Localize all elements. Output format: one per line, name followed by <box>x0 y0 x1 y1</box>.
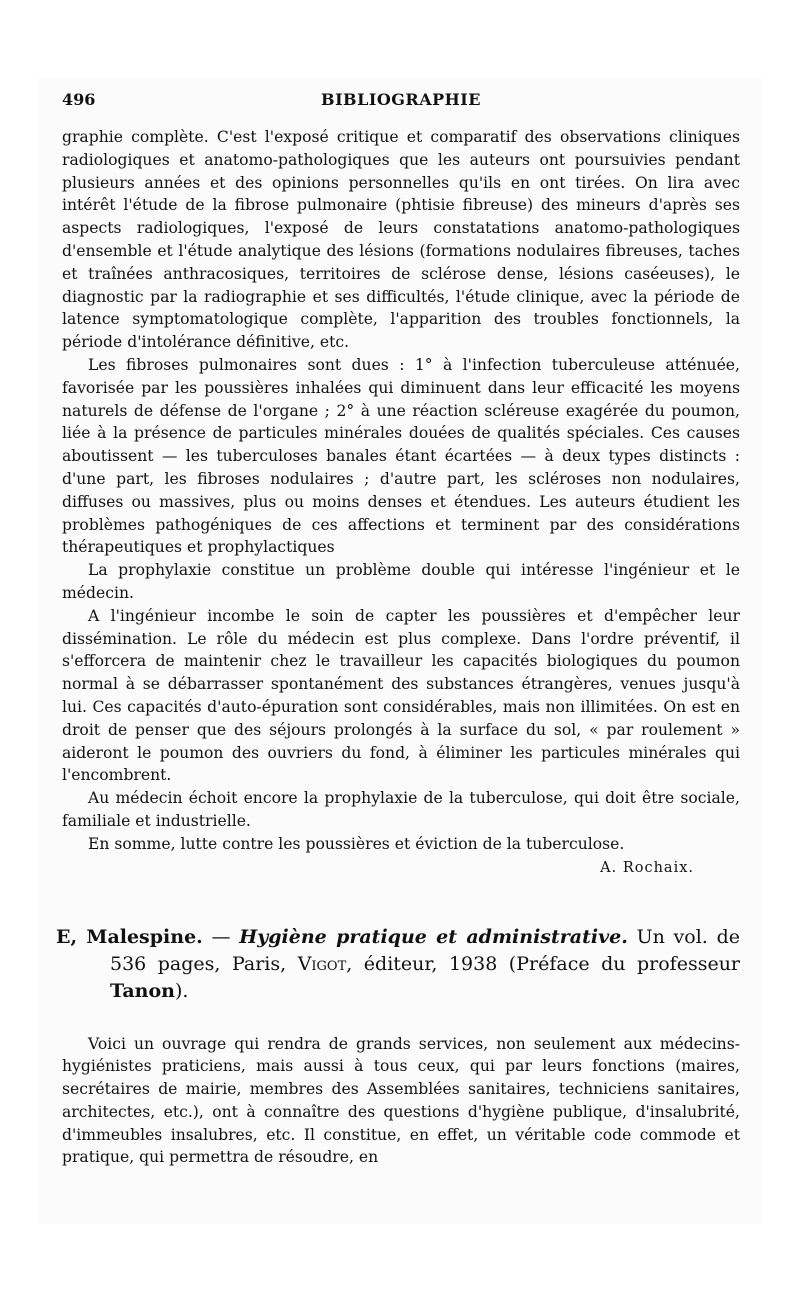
review-continuation <box>62 126 740 856</box>
preface-author: Tanon <box>110 979 175 1002</box>
entry-dash: — <box>202 925 240 948</box>
book-review <box>62 1033 740 1170</box>
review-paragraph-5: Au médecin échoit encore la prophylaxie de la tuberculose, qui doit être sociale, familiale et industrielle. <box>62 789 740 830</box>
review-paragraph-4: A l'ingénieur incombe le soin de capter les poussières et d'empêcher leur dissémination. Le rôle du médecin est plus complexe. Dans l'ordre préventif, il s'efforcera de maintenir chez le travailleur les capacités biologiques du poumon normal à se débarrasser spontanément des substances étrangères, venues jusqu'à lui. Ces capacités d'auto-épuration sont considérables, mais non illimitées. On est en droit de penser que des séjours prolongés à la surface du sol, « par roulement » aideront le poumon des ouvriers du fond, à éliminer les particules minérales qui l'encombrent. <box>62 606 740 785</box>
book-publisher: Vigot <box>297 952 347 975</box>
book-author: E, Malespine. <box>56 925 203 948</box>
reviewer-signature: A. Rochaix. <box>600 859 694 876</box>
review-paragraph-3: La prophylaxie constitue un problème double qui intéresse l'ingénieur et le médecin. <box>62 561 740 602</box>
book-edition-details: , éditeur, 1938 (Préface du professeur <box>346 952 741 975</box>
review-paragraph-2: Les fibroses pulmonaires sont dues : 1° à l'infection tuberculeuse atténuée, favorisée par les poussières inhalées qui diminuent dans leur efficacité les moyens naturels de défense de l'organe ; 2° à une réaction scléreuse exagérée du poumon, liée à la présence de particules minérales douées de qualités spéciales. Ces causes aboutissent — les tuberculoses banales étant écartées — à deux types distincts : d'une part, les fibroses nodulaires ; d'autre part, les scléroses non nodulaires, diffuses ou massives, plus ou moins denses et étendues. Les auteurs étudient les problèmes pathogéniques de ces affections et terminent par des considérations thérapeutiques et prophylactiques <box>62 355 740 557</box>
review-paragraph-6: En somme, lutte contre les poussières et éviction de la tuberculose. <box>88 834 625 853</box>
book-review-paragraph: Voici un ouvrage qui rendra de grands services, non seulement aux médecins-hygiénistes praticiens, mais aussi à tous ceux, qui par leurs fonctions (maires, secrétaires de mairie, membres des Assemblées sanitaires, techniciens sanitaires, architectes, etc.), ont à connaître des questions d'hygiène publique, d'insalubrité, d'immeubles insalubres, etc. Il constitue, en effet, un véritable code commode et pratique, qui permettra de résoudre, en <box>62 1034 740 1167</box>
section-title: BIBLIOGRAPHIE <box>321 90 481 109</box>
entry-closing: ). <box>174 979 189 1002</box>
book-details: Un vol. de 536 pages, Paris, <box>110 925 740 975</box>
bibliographic-entry <box>56 924 740 1005</box>
running-header <box>62 82 740 112</box>
review-paragraph-1: graphie complète. C'est l'exposé critique et comparatif des observations cliniques radiologiques et anatomo-pathologiques que les auteurs ont poursuivies pendant plusieurs années et des opinions personnelles qu'ils en ont tirées. On lira avec intérêt l'étude de la fibrose pulmonaire (phtisie fibreuse) des mineurs d'après ses aspects radiologiques, l'exposé de leurs constatations anatomo-pathologiques d'ensemble et l'étude analytique des lésions (formations nodulaires fibreuses, taches et traînées anthracosiques, territoires de sclérose dense, lésions caséeuses), le diagnostic par la radiographie et ses difficultés, l'étude clinique, avec la période de latence symptomatologique complète, l'apparition des troubles fonctionnels, la période d'intolérance définitive, etc. <box>62 128 740 352</box>
book-title: Hygiène pratique et administrative. <box>239 925 628 948</box>
page-number: 496 <box>62 90 96 109</box>
book-page <box>56 82 741 1169</box>
